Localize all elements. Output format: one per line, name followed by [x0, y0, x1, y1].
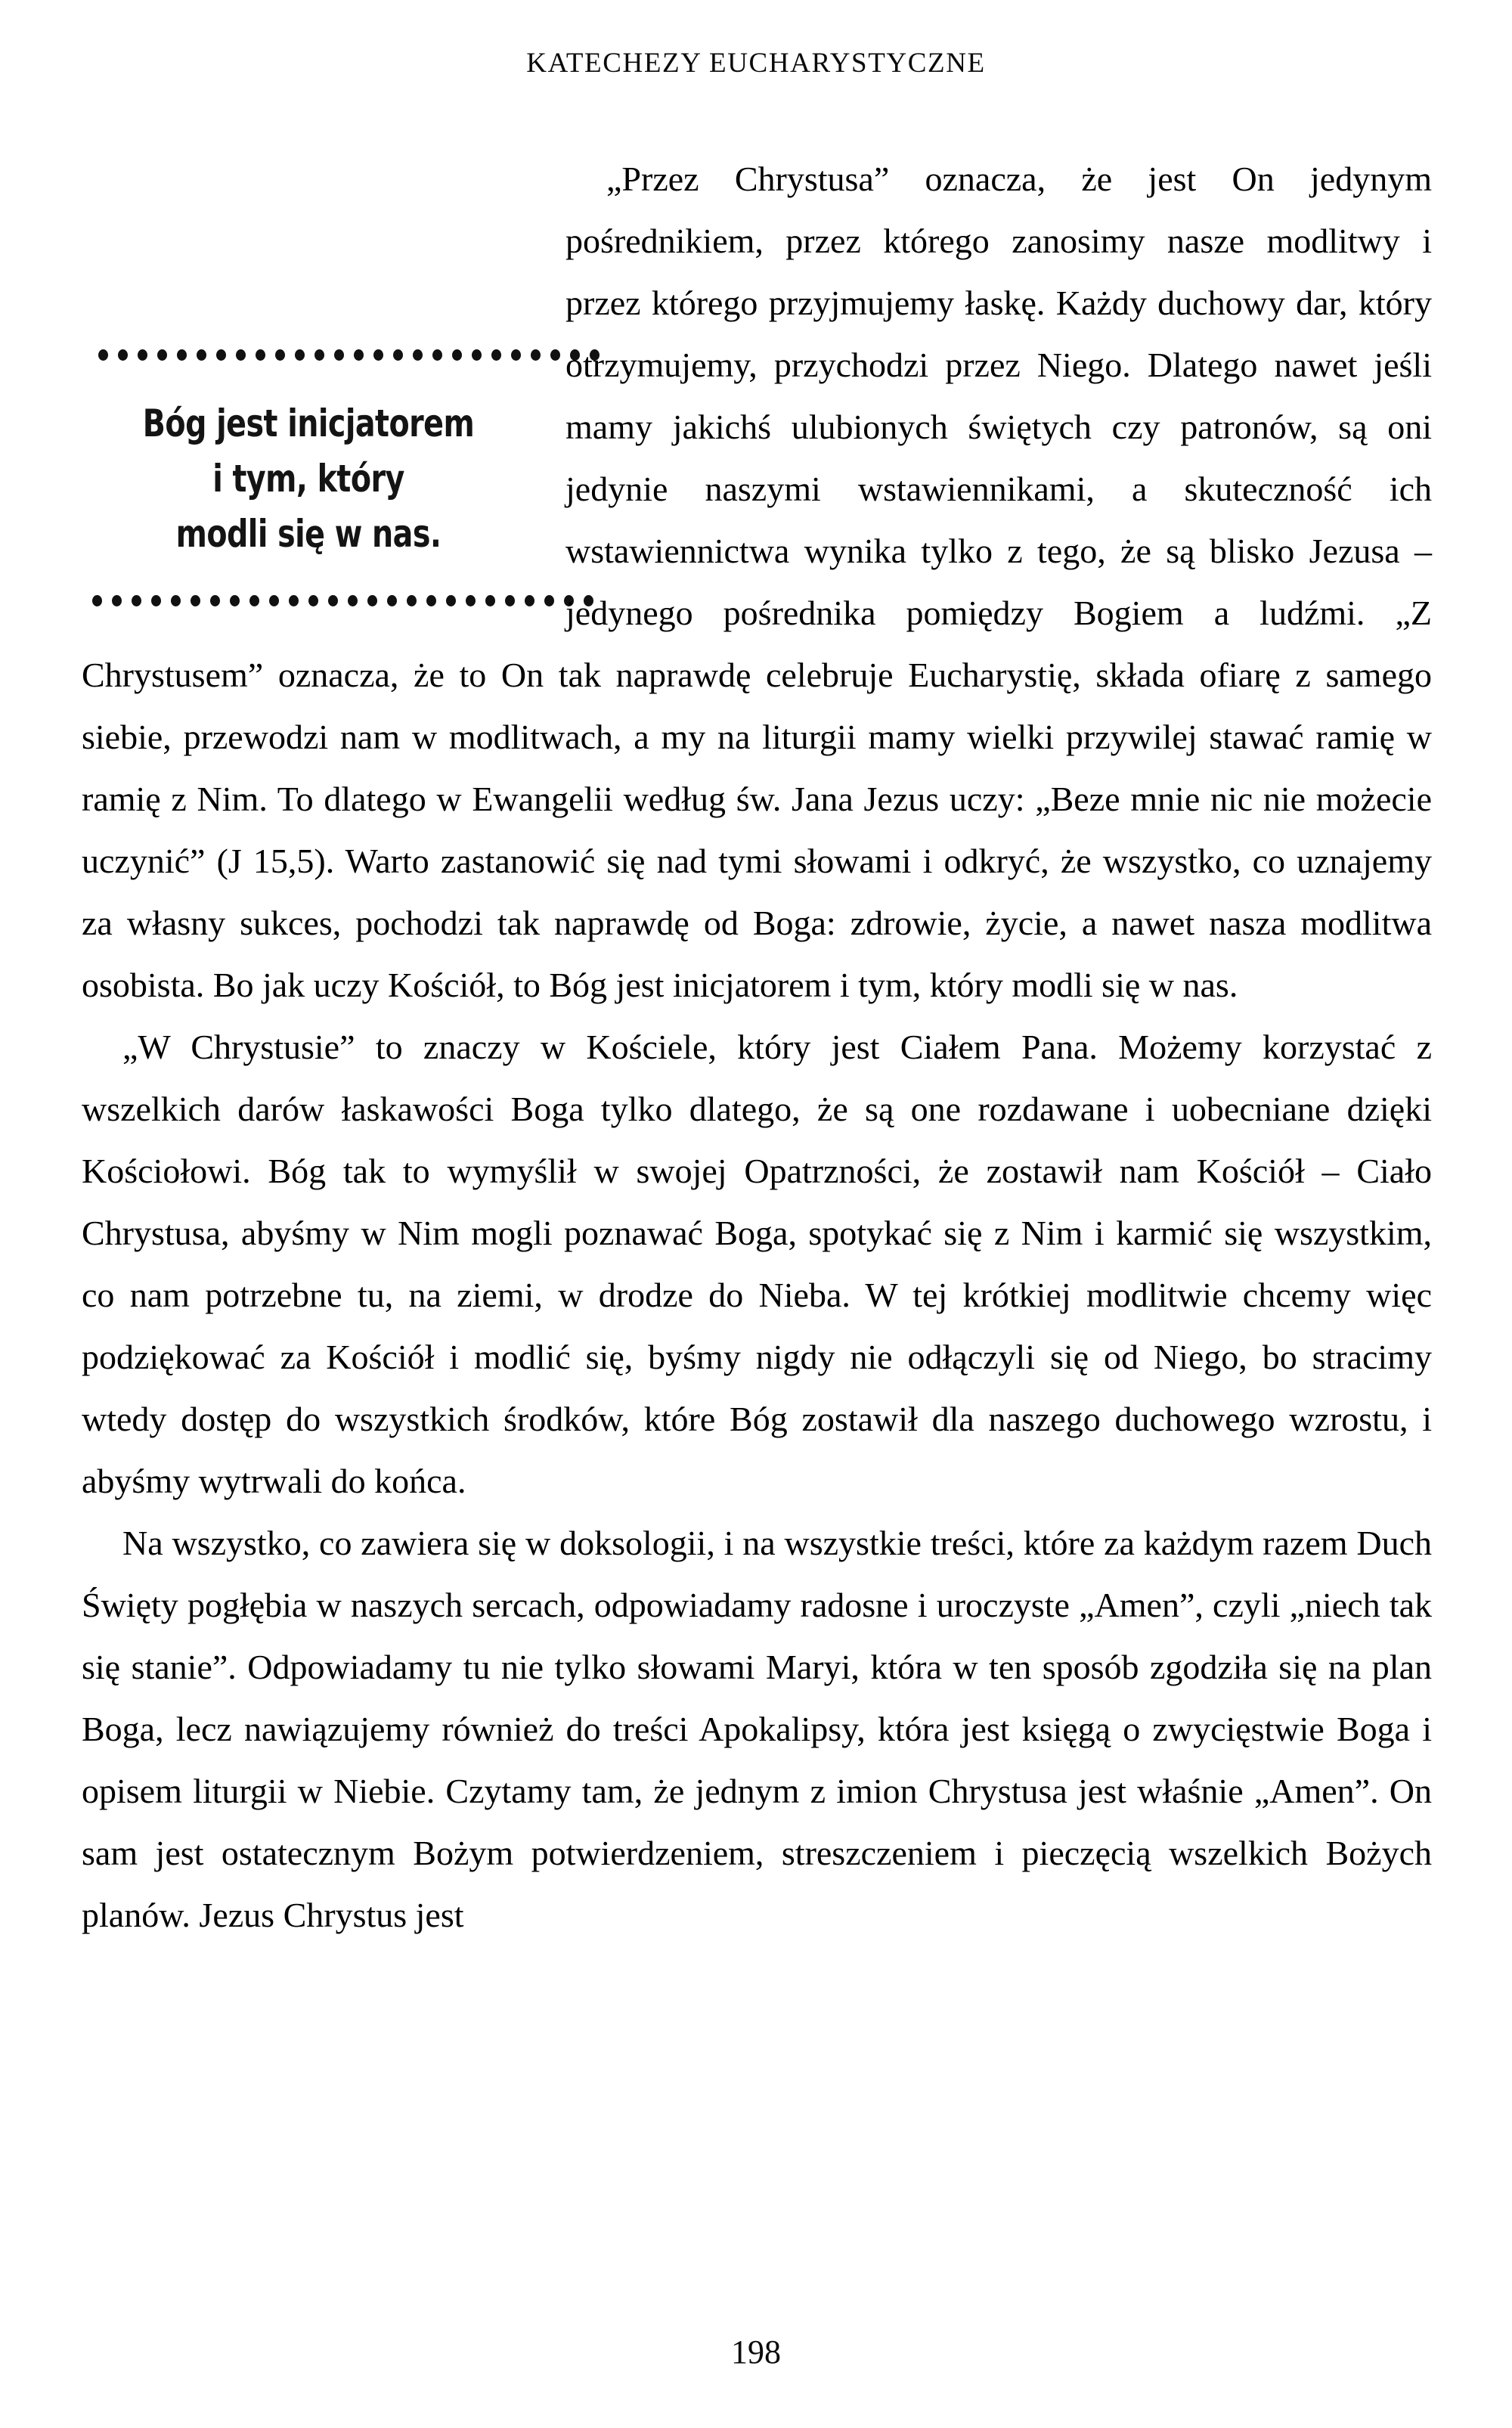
pull-quote — [82, 346, 535, 609]
pull-quote-line-3: modli się w nas. — [175, 512, 442, 556]
running-head: KATECHEZY EUCHARYSTYCZNE — [526, 48, 986, 79]
pull-quote-top-dotted-rule — [98, 346, 535, 363]
body-paragraph-1: „Przez Chrystusa” oznacza, że jest On jedynym pośrednikiem, przez którego zanosimy nasze modlitwy i przez którego przyjmujemy łaskę. Każdy duchowy dar, który otrzymujemy, przychodzi przez Niego. Dlatego nawet jeśli mamy jakichś ulubionych świętych czy patronów, są oni jedynie naszymi wstawiennikami, a skuteczność ich wstawiennictwa wynika tylko z tego, że są blisko Jezusa – jedynego pośrednika pomiędzy Bogiem a ludźmi. „Z Chrystusem” oznacza, że to On tak naprawdę celebruje Eucharystię, składa ofiarę z samego siebie, przewodzi nam w modlitwach, a my na liturgii mamy wielki przywilej stawać ramię w ramię z Nim. To dlatego w Ewangelii według św. Jana Jezus uczy: „Beze mnie nic nie możecie uczynić” (J 15,5). Warto zastanowić się nad tymi słowami i odkryć, że wszystko, co uznajemy za własny sukces, pochodzi tak naprawdę od Boga: zdrowie, życie, a nawet nasza modlitwa osobista. Bo jak uczy Kościół, to Bóg jest inicjatorem i tym, który modli się w nas. — [82, 160, 1432, 1004]
pull-quote-line-1: Bóg jest inicjatorem — [142, 402, 475, 445]
page-number: 198 — [731, 2333, 781, 2371]
pull-quote-text — [109, 363, 508, 592]
pull-quote-bottom-dotted-rule — [92, 592, 535, 609]
body-paragraph-3: Na wszystko, co zawiera się w doksologii, i na wszystkie treści, które za każdym razem Duch Święty pogłębia w naszych sercach, odpowiadamy radosne i uroczyste „Amen”, czyli „niech tak się stanie”. Odpowiadamy tu nie tylko słowami Maryi, która w ten sposób zgodziła się na plan Boga, lecz nawiązujemy również do treści Apokalipsy, która jest księgą o zwycięstwie Boga i opisem liturgii w Niebie. Czytamy tam, że jednym z imion Chrystusa jest właśnie „Amen”. On sam jest ostatecznym Bożym potwierdzeniem, streszczeniem i pieczęcią wszelkich Bożych planów. Jezus Chrystus jest — [82, 1524, 1432, 1934]
body-paragraph-2: „W Chrystusie” to znaczy w Kościele, który jest Ciałem Pana. Możemy korzystać z wszelkich darów łaskawości Boga tylko dlatego, że są one rozdawane i uobecniane dzięki Kościołowi. Bóg tak to wymyślił w swojej Opatrzności, że zostawił nam Kościół – Ciało Chrystusa, abyśmy w Nim mogli poznawać Boga, spotykać się z Nim i karmić się wszystkim, co nam potrzebne tu, na ziemi, w drodze do Nieba. W tej krótkiej modlitwie chcemy więc podziękować za Kościół i modlić się, byśmy nigdy nie odłączyli się od Niego, bo stracimy wtedy dostęp do wszystkich środków, które Bóg zostawił dla naszego duchowego wzrostu, i abyśmy wytrwali do końca. — [82, 1028, 1432, 1500]
body-text-column — [82, 148, 1432, 1946]
pull-quote-line-2: i tym, który — [212, 457, 404, 501]
